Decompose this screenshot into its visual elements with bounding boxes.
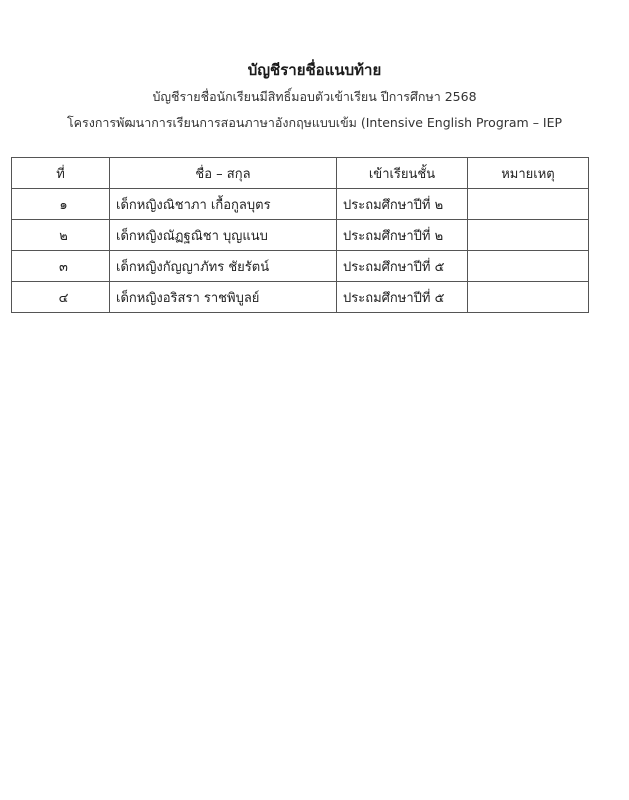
row-number: ๔ — [12, 282, 110, 313]
row-number: ๓ — [12, 251, 110, 282]
grade-level: ประถมศึกษาปีที่ ๕ — [337, 282, 468, 313]
row-number: ๒ — [12, 220, 110, 251]
row-number: ๑ — [12, 189, 110, 220]
remark-cell — [468, 251, 589, 282]
student-roster-table — [11, 157, 589, 313]
student-name: เด็กหญิงณิชาภา เกื้อกูลบุตร — [110, 189, 337, 220]
table-header-row — [12, 158, 589, 189]
header-grade: เข้าเรียนชั้น — [337, 158, 468, 189]
header-name: ชื่อ – สกุล — [110, 158, 337, 189]
remark-cell — [468, 282, 589, 313]
grade-level: ประถมศึกษาปีที่ ๕ — [337, 251, 468, 282]
table-row — [12, 282, 589, 313]
student-name: เด็กหญิงอริสรา ราชพิบูลย์ — [110, 282, 337, 313]
header-remark: หมายเหตุ — [468, 158, 589, 189]
table-row — [12, 220, 589, 251]
header-no: ที่ — [12, 158, 110, 189]
subtitle: บัญชีรายชื่อนักเรียนมีสิทธิ์มอบตัวเข้าเรียน ปีการศึกษา 2568 — [152, 89, 477, 104]
student-name: เด็กหญิงกัญญาภัทร ชัยรัตน์ — [110, 251, 337, 282]
remark-cell — [468, 189, 589, 220]
student-name: เด็กหญิงณัฏฐณิชา บุญแนบ — [110, 220, 337, 251]
remark-cell — [468, 220, 589, 251]
table-row — [12, 251, 589, 282]
project-line: โครงการพัฒนาการเรียนการสอนภาษาอังกฤษแบบเข้ม (Intensive English Program – IEP — [66, 115, 563, 130]
page-title: บัญชีรายชื่อแนบท้าย — [247, 61, 382, 79]
table-row — [12, 189, 589, 220]
grade-level: ประถมศึกษาปีที่ ๒ — [337, 189, 468, 220]
grade-level: ประถมศึกษาปีที่ ๒ — [337, 220, 468, 251]
